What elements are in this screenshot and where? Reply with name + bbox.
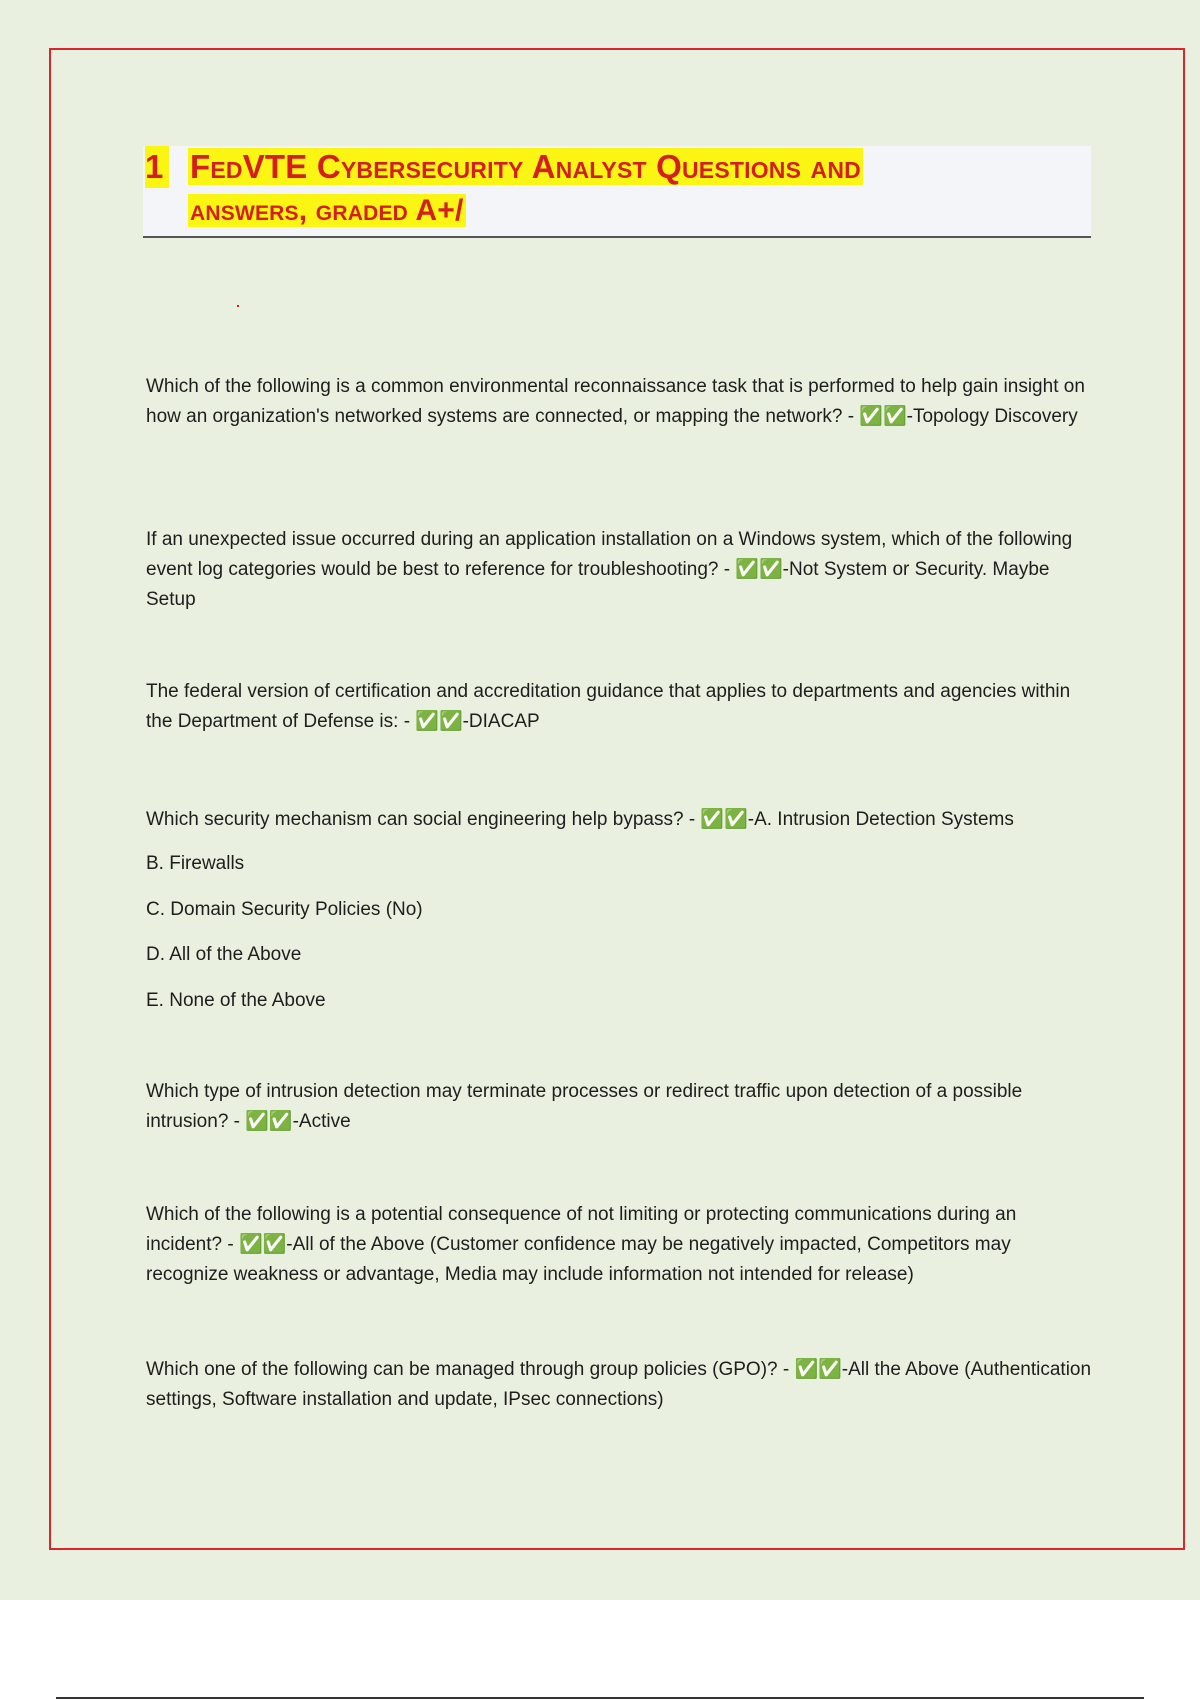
title-line-2-text: answers, graded A+/: [190, 194, 464, 227]
answer-option-b: B. Firewalls: [146, 853, 245, 874]
document-title-line-2: [188, 190, 466, 232]
question-item-6: Which of the following is a potential consequence of not limiting or protecting communications during an incident? - ✅✅-All of the Above (Customer confidence may be negatively impacted, Competitors may recognize weakness or advantage, Media may include information not intended for release): [146, 1204, 1017, 1285]
answer-option-d: D. All of the Above: [146, 944, 302, 965]
heading-number: 1: [145, 146, 169, 188]
footer-rule: [56, 1697, 1144, 1699]
page-border-frame: [49, 48, 1185, 1550]
question-item-1: Which of the following is a common environmental reconnaissance task that is performed to help gain insight on how an organization's networked systems are connected, or mapping the network? - ✅✅-Topology Discovery: [146, 376, 1085, 427]
question-item-2: If an unexpected issue occurred during an application installation on a Windows system, which of the following event log categories would be best to reference for troubleshooting? - ✅✅-Not System or Security. Maybe Setup: [146, 529, 1073, 610]
question-item-4: Which security mechanism can social engineering help bypass? - ✅✅-A. Intrusion Detection Systems: [146, 809, 1014, 830]
document-title-line-1: [188, 146, 863, 188]
stray-mark: [237, 305, 239, 307]
title-line-1-text: FedVTE Cybersecurity Analyst Questions and: [190, 148, 861, 185]
answer-option-e: E. None of the Above: [146, 990, 326, 1011]
question-item-5: Which type of intrusion detection may terminate processes or redirect traffic upon detection of a possible intrusion? - ✅✅-Active: [146, 1081, 1023, 1132]
question-item-7: Which one of the following can be managed through group policies (GPO)? - ✅✅-All the Above (Authentication settings, Software installation and update, IPsec connections): [146, 1359, 1092, 1410]
answer-option-c: C. Domain Security Policies (No): [146, 899, 423, 920]
question-item-3: The federal version of certification and accreditation guidance that applies to departments and agencies within the Department of Defense is: - ✅✅-DIACAP: [146, 681, 1071, 732]
